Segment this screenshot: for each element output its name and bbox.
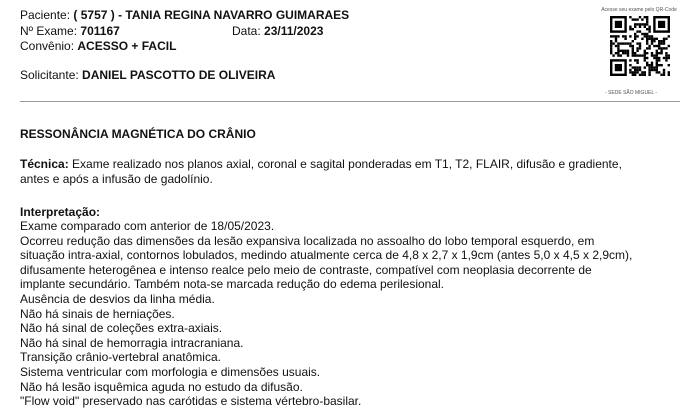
exam-number-line (20, 24, 120, 39)
exam-date-line (232, 24, 323, 39)
report-line: Não há sinal de hemorragia intracraniana. (20, 335, 244, 350)
report-line: Sistema ventricular com morfologia e dimensões usuais. (20, 364, 321, 379)
report-line: Transição crânio-vertebral anatômica. (20, 350, 221, 365)
qr-code-icon[interactable] (609, 15, 671, 83)
technique-paragraph (20, 157, 622, 186)
technique-label: Técnica: (20, 157, 69, 171)
requester-line (20, 68, 275, 83)
report-line: Exame comparado com anterior de 18/05/2023. (20, 219, 275, 233)
qr-code-graphic (609, 15, 671, 83)
report-line: "Flow void" preservado nas carótidas e sistema vértebro-basilar. (20, 394, 362, 409)
report-line: Ocorreu redução das dimensões da lesão expansiva localizada no assoalho do lobo temporal esquerdo, em (20, 233, 595, 248)
exam-date: 23/11/2023 (264, 24, 324, 38)
report-line: situação intra-axial, contornos lobulados, medindo atualmente cerca de 4,8 x 2,7 x 1,9cm (antes 5,0 x 4,5 x 2,9cm), (20, 248, 633, 263)
patient-line (20, 8, 349, 23)
date-label: Data: (232, 24, 261, 38)
report-line: Não há sinal de coleções extra-axiais. (20, 321, 223, 336)
insurance-name: ACESSO + FACIL (77, 39, 177, 53)
interpretation-body (20, 219, 632, 409)
qr-location: - SEDE SÃO MIGUEL - (605, 90, 658, 96)
exam-number: 701167 (80, 24, 120, 38)
requester-name: DANIEL PASCOTTO DE OLIVEIRA (82, 68, 276, 82)
exam-label: Nº Exame: (20, 24, 78, 38)
insurance-label: Convênio: (20, 39, 75, 53)
report-line: implante secundário. Também nota-se marcada redução do edema perilesional. (20, 277, 445, 292)
report-line: Não há lesão isquêmica aguda no estudo da difusão. (20, 379, 303, 394)
report-line: Ausência de desvios da linha média. (20, 291, 215, 306)
header-divider (20, 101, 680, 102)
qr-caption: Acesse seu exame pelo QR-Code (601, 7, 677, 13)
insurance-line (20, 39, 176, 54)
interpretation-label: Interpretação: (20, 205, 101, 219)
report-line: difusamente heterogênea e intenso realce pelo meio de contraste, compatível com neoplasia decorrente de (20, 262, 592, 277)
patient-label: Paciente: (20, 8, 71, 22)
requester-label: Solicitante: (20, 68, 79, 82)
patient-name: ( 5757 ) - TANIA REGINA NAVARRO GUIMARAES (73, 8, 350, 22)
technique-text-1: Exame realizado nos planos axial, coronal e sagital ponderadas em T1, T2, FLAIR, difusão e gradiente, (68, 157, 622, 171)
technique-text-2: antes e após a infusão de gadolínio. (20, 171, 213, 186)
report-title: RESSONÂNCIA MAGNÉTICA DO CRÂNIO (20, 127, 256, 141)
report-line: Não há sinais de herniações. (20, 306, 175, 321)
